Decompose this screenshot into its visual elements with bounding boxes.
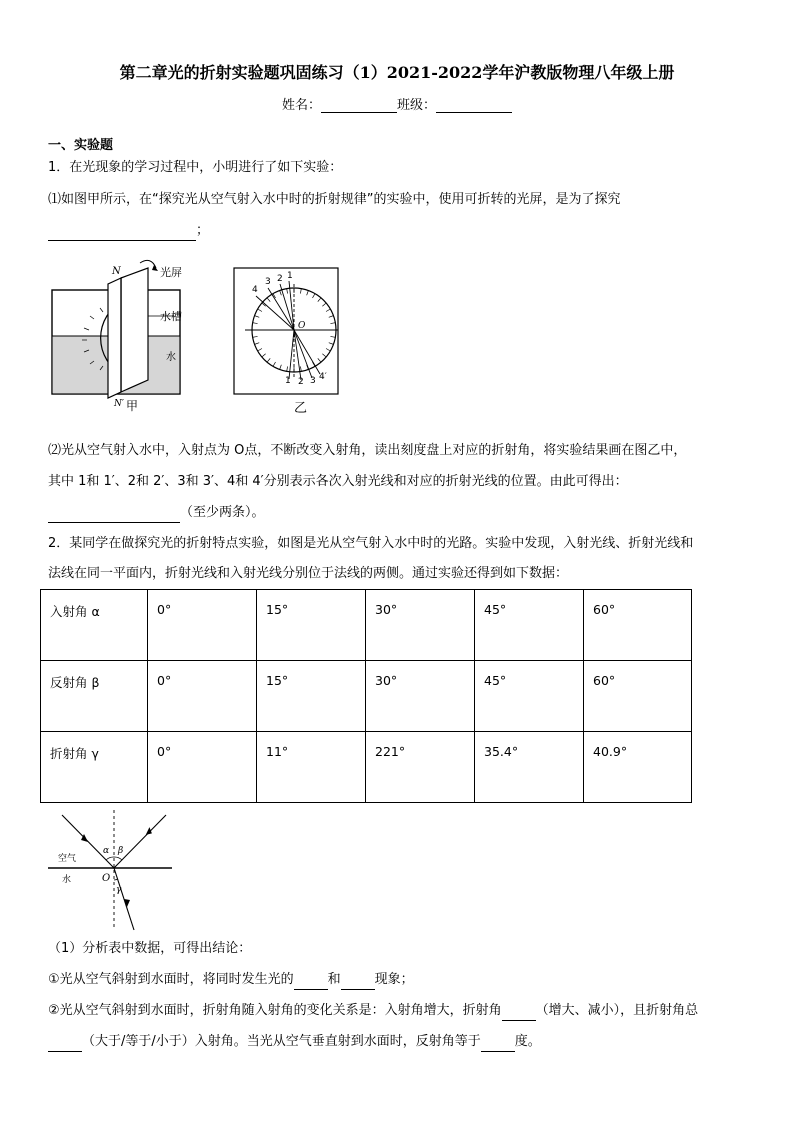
dial-tick (255, 343, 260, 345)
c1-blank-1[interactable] (294, 975, 328, 990)
yi-top-label-4: 4 (252, 285, 258, 295)
label-water: 水 (62, 875, 72, 885)
c3-text-a: （大于/等于/小于）入射角。当光从空气垂直射到水面时，反射角等于 (82, 1034, 481, 1049)
dial-tick (258, 349, 262, 352)
q2-conclusion-2 (48, 1001, 698, 1021)
q1-part2-blank[interactable] (48, 508, 180, 523)
table-row (41, 661, 692, 732)
class-blank[interactable] (436, 98, 512, 113)
table-cell: 11° (257, 732, 366, 803)
q1-part2-line1: ⑵光从空气射入水中，入射点为 O点，不断改变入射角，读出刻度盘上对应的折射角，将实验结果画在图乙中， (48, 443, 687, 458)
q2-sub1: （1）分析表中数据，可得出结论： (48, 941, 252, 956)
name-class-bar (0, 94, 794, 113)
label-beta: β (118, 846, 124, 856)
table-cell: 30° (366, 661, 475, 732)
label-gamma: γ (116, 885, 122, 895)
dial-tick (307, 291, 309, 296)
dial-tick (258, 309, 262, 312)
q1-part1: ⑴如图甲所示，在“探究光从空气射入水中时的折射规律”的实验中，使用可折转的光屏，是为了探究 (48, 192, 621, 207)
q1-part1-blank[interactable] (48, 226, 196, 241)
dial-tick (253, 323, 258, 324)
label-water: 水 (166, 352, 176, 363)
reflected-arrow-icon (146, 827, 153, 835)
dial-tick (329, 316, 334, 318)
figure-light-path (48, 810, 178, 935)
table-cell: 0° (148, 732, 257, 803)
name-blank[interactable] (321, 98, 397, 113)
yi-bottom-label-2: 2 (298, 377, 304, 387)
incident-ray (256, 296, 294, 330)
yi-top-label-3: 3 (265, 277, 271, 287)
label-O: O (102, 873, 111, 884)
table-cell: 35.4° (475, 732, 584, 803)
dial-tick (300, 366, 301, 371)
data-table (40, 589, 692, 803)
c1-blank-2[interactable] (341, 975, 375, 990)
c2-blank-1[interactable] (502, 1006, 536, 1021)
dial-tick (280, 365, 282, 370)
label-tank: 水槽 (160, 310, 182, 323)
yi-top-label-2: 2 (277, 274, 283, 284)
caption-jia: 甲 (126, 399, 139, 413)
c3-text-b: 度。 (514, 1034, 541, 1049)
dial-tick (267, 358, 270, 362)
yi-top-label-1: 1 (287, 271, 293, 281)
screen-right-panel (108, 278, 121, 398)
q1-part1-end: ； (196, 223, 210, 238)
c3-blank-1[interactable] (48, 1037, 82, 1052)
dial-tick (255, 316, 260, 318)
label-screen: 光屏 (160, 266, 182, 279)
dial-tick (322, 354, 326, 357)
yi-label-O: O (298, 321, 306, 331)
q1-intro: 1．在光现象的学习过程中，小明进行了如下实验： (48, 160, 343, 175)
c3-blank-2[interactable] (481, 1037, 515, 1052)
table-row (41, 590, 692, 661)
q2-conclusion-3 (48, 1032, 541, 1052)
c1-text-c: 现象； (374, 972, 414, 987)
section-heading: 一、实验题 (48, 138, 114, 153)
dial-tick (330, 323, 335, 324)
q2-intro-line1: 2．某同学在做探究光的折射特点实验，如图是光从空气射入水中时的光路。实验中发现，入射光线、折射光线和 (48, 536, 694, 551)
label-air: 空气 (58, 854, 77, 864)
dial-tick (330, 336, 335, 337)
c2-text-b: （增大、减小），且折射角总 (535, 1003, 699, 1018)
dial-tick (318, 358, 321, 362)
table-cell: 15° (257, 590, 366, 661)
table-cell: 0° (148, 661, 257, 732)
caption-yi: 乙 (294, 401, 308, 416)
dial-tick (300, 289, 301, 294)
table-cell: 30° (366, 590, 475, 661)
refracted-ray (294, 330, 320, 374)
page-title: 第二章光的折射实验题巩固练习（1）2021-2022学年沪教版物理八年级上册 (119, 63, 675, 82)
dial-tick (329, 343, 334, 345)
table-cell: 折射角 γ (41, 732, 148, 803)
c1-text-a: ①光从空气斜射到水面时，将同时发生光的 (48, 972, 294, 987)
dial-tick (326, 349, 330, 352)
table-cell: 15° (257, 661, 366, 732)
dial-tick (280, 291, 282, 296)
table-cell: 入射角 α (41, 590, 148, 661)
figure-yi (232, 266, 342, 416)
yi-bottom-label-1: 1 (285, 376, 291, 386)
dial-tick (318, 298, 321, 302)
table-cell: 60° (584, 661, 692, 732)
label-N2: N′ (114, 399, 124, 409)
table-cell: 45° (475, 590, 584, 661)
q1-part1-answer (48, 221, 209, 241)
table-cell: 反射角 β (41, 661, 148, 732)
yi-bottom-label-3: 3 (310, 376, 316, 386)
screen-left-panel (121, 268, 148, 392)
dial-tick (262, 354, 266, 357)
dial-tick (287, 366, 288, 371)
c2-text-a: ②光从空气斜射到水面时，折射角随入射角的变化关系是：入射角增大，折射角 (48, 1003, 502, 1018)
label-N: N (112, 266, 121, 277)
table-cell: 0° (148, 590, 257, 661)
dial-tick (253, 336, 258, 337)
dial-tick (273, 362, 276, 366)
dial-tick (313, 294, 316, 298)
yi-bottom-label-4: 4′ (319, 372, 327, 382)
table-cell: 40.9° (584, 732, 692, 803)
table-cell: 221° (366, 732, 475, 803)
c1-text-b: 和 (327, 972, 341, 987)
q2-conclusion-1 (48, 970, 414, 990)
dial-tick (326, 309, 330, 312)
class-label: 班级： (397, 98, 437, 113)
q1-part2-tail: （至少两条）。 (180, 505, 265, 520)
dial-tick (322, 303, 326, 306)
dial-tick (287, 289, 288, 294)
name-label: 姓名： (281, 98, 321, 113)
table-cell: 45° (475, 661, 584, 732)
label-alpha: α (103, 846, 110, 856)
dial-tick (267, 298, 270, 302)
table-row (41, 732, 692, 803)
figure-jia (48, 256, 198, 416)
table-cell: 60° (584, 590, 692, 661)
q1-part2-line2: 其中 1和 1′、2和 2′、3和 3′、4和 4′分别表示各次入射光线和对应的折射光线的位置。由此可得出： (48, 474, 628, 489)
q2-intro-line2: 法线在同一平面内，折射光线和入射光线分别位于法线的两侧。通过实验还得到如下数据： (48, 566, 569, 581)
q1-part2-answer (48, 503, 265, 523)
